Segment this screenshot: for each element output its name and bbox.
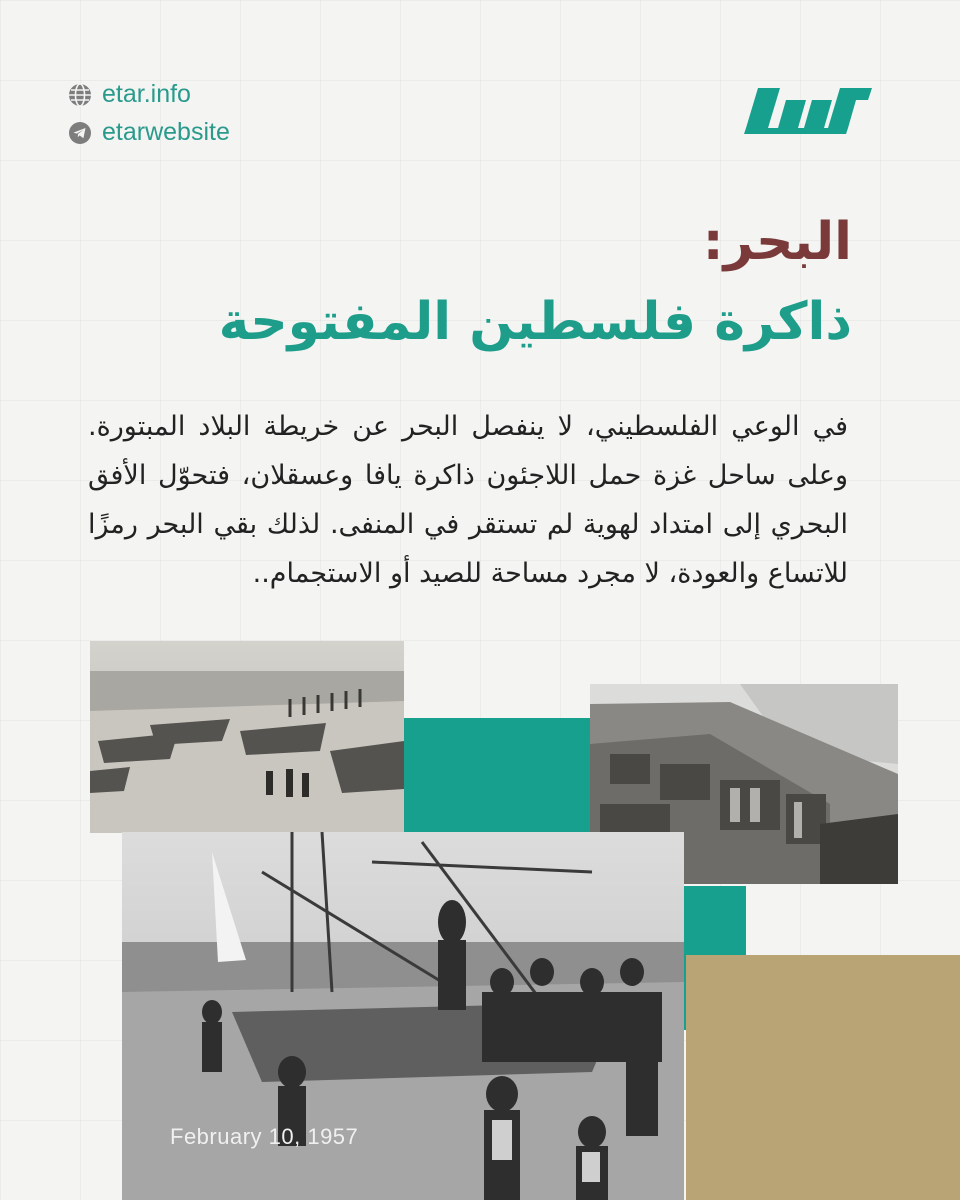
heading-line-2: ذاكرة فلسطين المفتوحة [218, 292, 852, 352]
telegram-text: etarwebsite [102, 118, 230, 146]
website-link[interactable] [68, 80, 191, 109]
website-text: etar.info [102, 80, 191, 108]
gold-block [686, 955, 960, 1200]
photo-caption-date: February 10, 1957 [170, 1124, 359, 1149]
body-paragraph: في الوعي الفلسطيني، لا ينفصل البحر عن خريطة البلاد المبتورة. وعلى ساحل غزة حمل اللاجئون ذاكرة يافا وعسقلان، فتحوّل الأفق البحري إلى امتداد لهوية لم تستقر في المنفى. لذلك بقي البحر رمزًا للاتساع والعودة، لا مجرد مساحة للصيد أو الاستجمام.. [88, 411, 848, 589]
etar-logo [744, 78, 874, 134]
globe-icon [68, 83, 92, 107]
heading-line-1: البحر: [702, 212, 852, 272]
teal-block-top [404, 718, 590, 832]
photo-boats-shore [90, 641, 404, 833]
telegram-link[interactable] [68, 118, 230, 147]
telegram-icon [68, 121, 92, 145]
